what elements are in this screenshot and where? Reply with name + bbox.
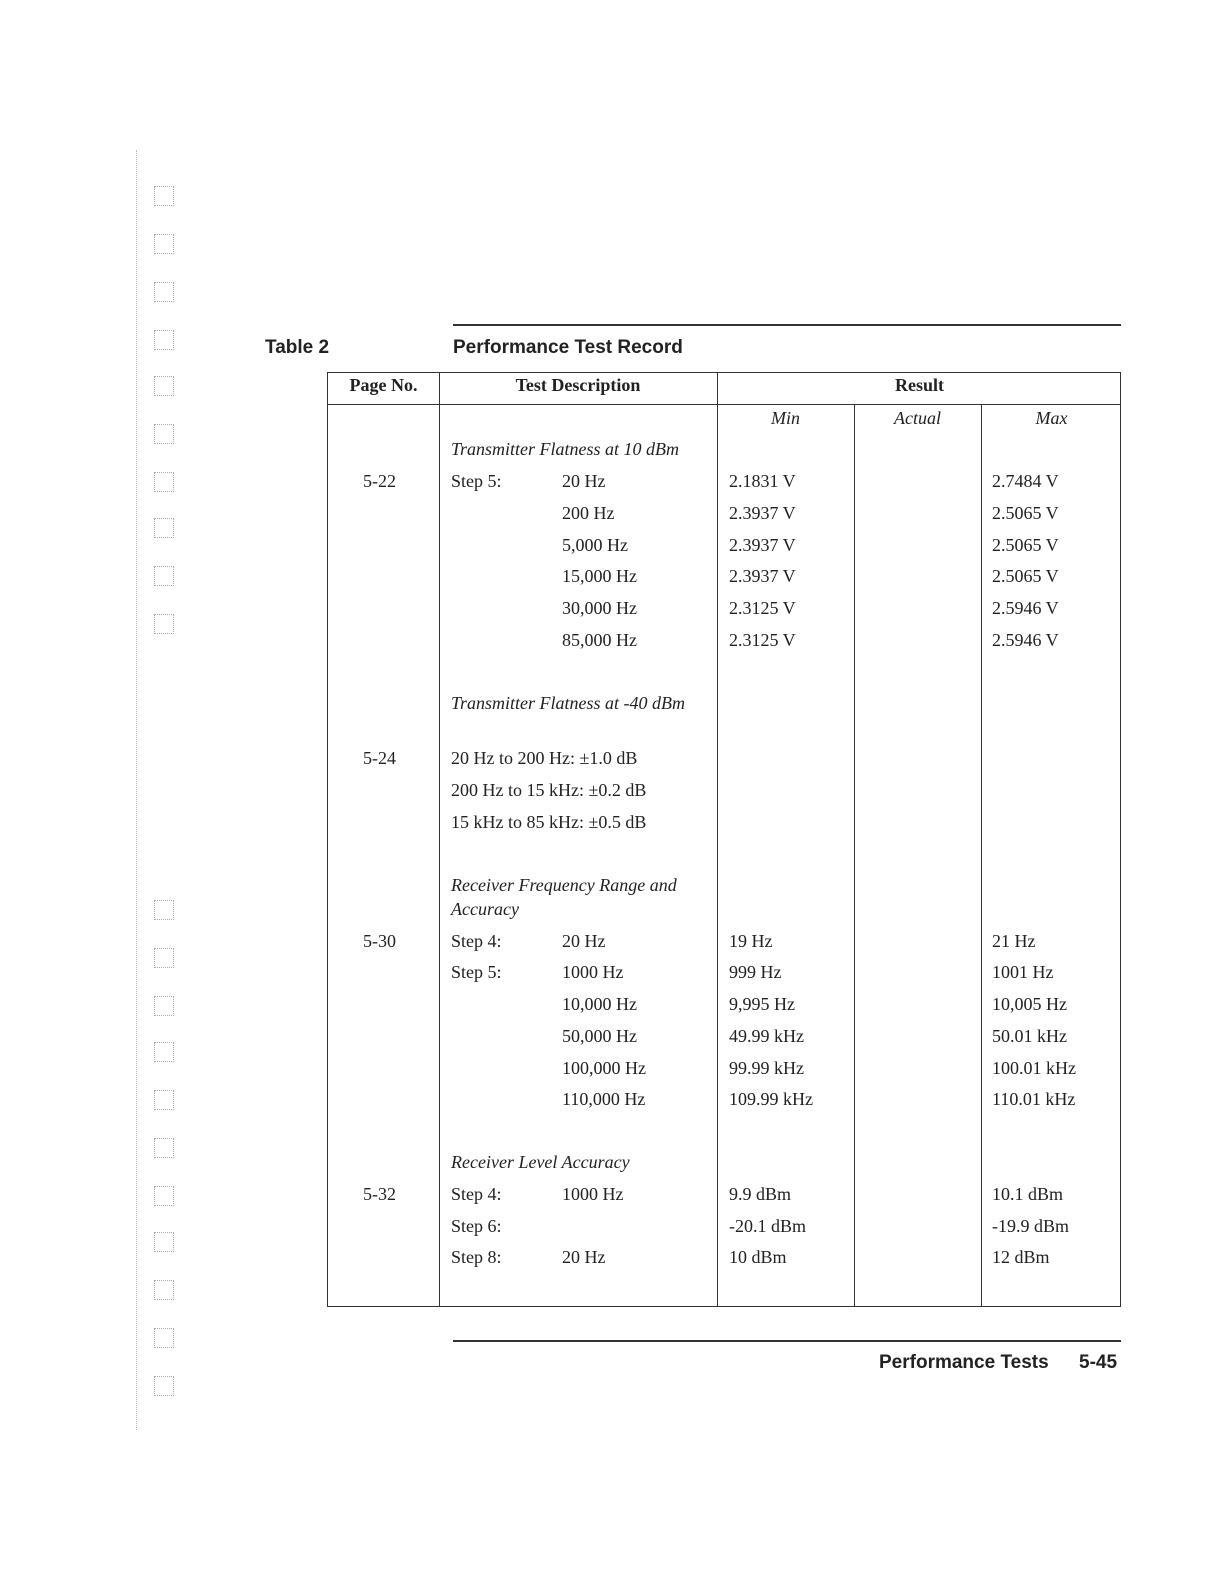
binder-hole <box>154 1090 174 1110</box>
step-cell: Step 4: <box>451 931 502 951</box>
frequency-cell: 30,000 Hz <box>562 598 637 618</box>
min-cell: 999 Hz <box>729 962 782 982</box>
frequency-cell: 85,000 Hz <box>562 630 637 650</box>
section-title: Transmitter Flatness at 10 dBm <box>451 439 680 459</box>
frequency-cell: 5,000 Hz <box>562 535 628 555</box>
max-cell: 2.5946 V <box>992 630 1059 650</box>
binder-hole <box>154 1232 174 1252</box>
binder-hole <box>154 566 174 586</box>
binder-hole <box>154 282 174 302</box>
frequency-cell: 15,000 Hz <box>562 566 637 586</box>
binder-hole <box>154 996 174 1016</box>
max-cell: 2.5065 V <box>992 566 1059 586</box>
frequency-cell: 1000 Hz <box>562 962 624 982</box>
binder-hole <box>154 234 174 254</box>
header-actual: Actual <box>894 408 941 428</box>
step-cell: Step 8: <box>451 1247 502 1267</box>
binder-hole <box>154 1186 174 1206</box>
footer-page-number: 5-45 <box>1079 1352 1118 1373</box>
binder-hole <box>154 614 174 634</box>
min-cell: 2.1831 V <box>729 471 796 491</box>
spec-cell: 20 Hz to 200 Hz: ±1.0 dB <box>451 748 638 768</box>
max-cell: 110.01 kHz <box>992 1089 1076 1109</box>
min-cell: 2.3937 V <box>729 535 796 555</box>
step-cell: Step 5: <box>451 471 502 491</box>
step-cell: Step 5: <box>451 962 502 982</box>
section-title: Receiver Frequency Range and Accuracy <box>451 875 677 919</box>
min-cell: 99.99 kHz <box>729 1058 804 1078</box>
performance-test-record-table <box>327 372 1121 1307</box>
page-number-cell: 5-22 <box>363 471 396 491</box>
header-page-no: Page No. <box>349 375 418 395</box>
min-cell: 2.3937 V <box>729 566 796 586</box>
step-cell: Step 6: <box>451 1216 502 1236</box>
min-cell: 49.99 kHz <box>729 1026 804 1046</box>
binder-hole <box>154 1138 174 1158</box>
frequency-cell: 110,000 Hz <box>562 1089 646 1109</box>
binder-hole <box>154 424 174 444</box>
max-cell: 12 dBm <box>992 1247 1050 1267</box>
column-divider <box>439 373 440 1306</box>
table-title: Performance Test Record <box>453 337 683 358</box>
step-cell: Step 4: <box>451 1184 502 1204</box>
binder-hole <box>154 376 174 396</box>
binder-hole <box>154 472 174 492</box>
binder-hole <box>154 900 174 920</box>
binder-hole <box>154 1328 174 1348</box>
binder-hole <box>154 330 174 350</box>
min-cell: -20.1 dBm <box>729 1216 807 1236</box>
frequency-cell: 20 Hz <box>562 471 606 491</box>
table-label: Table 2 <box>265 337 330 358</box>
frequency-cell: 100,000 Hz <box>562 1058 646 1078</box>
max-cell: 2.7484 V <box>992 471 1059 491</box>
binder-hole <box>154 1042 174 1062</box>
binder-hole <box>154 186 174 206</box>
min-cell: 2.3125 V <box>729 630 796 650</box>
max-cell: 1001 Hz <box>992 962 1054 982</box>
binder-hole <box>154 948 174 968</box>
frequency-cell: 200 Hz <box>562 503 615 523</box>
column-divider <box>981 404 982 1306</box>
max-cell: 50.01 kHz <box>992 1026 1067 1046</box>
max-cell: 2.5065 V <box>992 535 1059 555</box>
binder-hole <box>154 518 174 538</box>
spec-cell: 15 kHz to 85 kHz: ±0.5 dB <box>451 812 647 832</box>
header-max: Max <box>1035 408 1068 428</box>
min-cell: 2.3937 V <box>729 503 796 523</box>
max-cell: 10,005 Hz <box>992 994 1067 1014</box>
frequency-cell: 50,000 Hz <box>562 1026 637 1046</box>
header-result: Result <box>895 375 944 395</box>
min-cell: 9,995 Hz <box>729 994 795 1014</box>
frequency-cell: 1000 Hz <box>562 1184 624 1204</box>
spec-cell: 200 Hz to 15 kHz: ±0.2 dB <box>451 780 647 800</box>
min-cell: 109.99 kHz <box>729 1089 813 1109</box>
page-number-cell: 5-30 <box>363 931 396 951</box>
footer-section: Performance Tests <box>879 1352 1049 1373</box>
page-number-cell: 5-24 <box>363 748 396 768</box>
min-cell: 9.9 dBm <box>729 1184 792 1204</box>
max-cell: 100.01 kHz <box>992 1058 1076 1078</box>
header-test-description: Test Description <box>515 375 641 395</box>
min-cell: 19 Hz <box>729 931 773 951</box>
column-divider <box>717 373 718 1306</box>
binder-hole <box>154 1376 174 1396</box>
column-divider <box>854 404 855 1306</box>
frequency-cell: 20 Hz <box>562 1247 606 1267</box>
header-min: Min <box>771 408 800 428</box>
header-divider <box>328 404 1120 405</box>
binder-hole <box>154 1280 174 1300</box>
section-title: Transmitter Flatness at -40 dBm <box>451 693 686 713</box>
max-cell: 2.5065 V <box>992 503 1059 523</box>
min-cell: 2.3125 V <box>729 598 796 618</box>
max-cell: 10.1 dBm <box>992 1184 1064 1204</box>
max-cell: 21 Hz <box>992 931 1036 951</box>
frequency-cell: 20 Hz <box>562 931 606 951</box>
max-cell: 2.5946 V <box>992 598 1059 618</box>
header-rule <box>453 324 1121 326</box>
page-number-cell: 5-32 <box>363 1184 396 1204</box>
max-cell: -19.9 dBm <box>992 1216 1070 1236</box>
min-cell: 10 dBm <box>729 1247 787 1267</box>
section-title: Receiver Level Accuracy <box>451 1152 630 1172</box>
footer-rule <box>453 1340 1121 1342</box>
frequency-cell: 10,000 Hz <box>562 994 637 1014</box>
binder-edge <box>136 150 138 1430</box>
